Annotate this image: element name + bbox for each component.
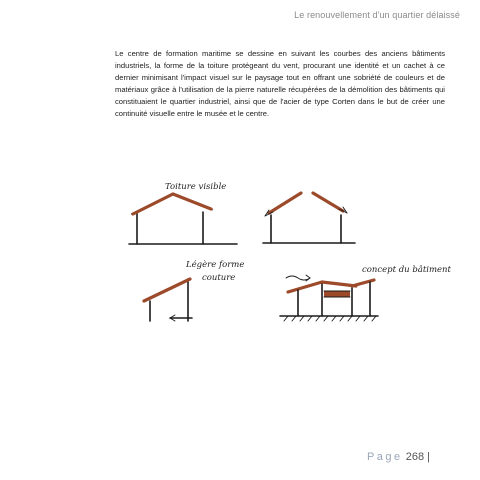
sketch4-label: concept du bâtiment <box>362 265 451 275</box>
sketch1-label: Toiture visible <box>165 182 227 192</box>
running-header: Le renouvellement d'un quartier délaissé <box>294 10 460 20</box>
page-footer <box>367 451 430 463</box>
sketch-light-form <box>140 255 270 330</box>
sketch3-label-line2: couture <box>202 273 236 283</box>
page-number: 268 | <box>405 451 430 463</box>
sketch-roof-visible <box>125 178 245 248</box>
body-paragraph: Le centre de formation maritime se dessine en suivant les courbes des anciens bâtiments industriels, la forme de la toiture protégeant du vent, procurant une identité et un cachet à ce dernier minimisant l'impact visuel sur le paysage tout en offrant une sobriété de couleurs et de matériaux grâce à l'utilisation de la pierre naturelle récupérées de la démolition des bâtiments qui constituaient le quartier industriel, ainsi que de l'acier de type Corten dans le but de créer une continuité visuelle entre le musée et le centre. <box>115 49 445 118</box>
corten-band <box>324 291 350 297</box>
sketch3-label-line1: Légère forme <box>186 260 245 270</box>
sketch-roof-split <box>255 183 365 248</box>
page-word: Page <box>366 451 403 463</box>
sketch-building-concept <box>270 250 470 330</box>
